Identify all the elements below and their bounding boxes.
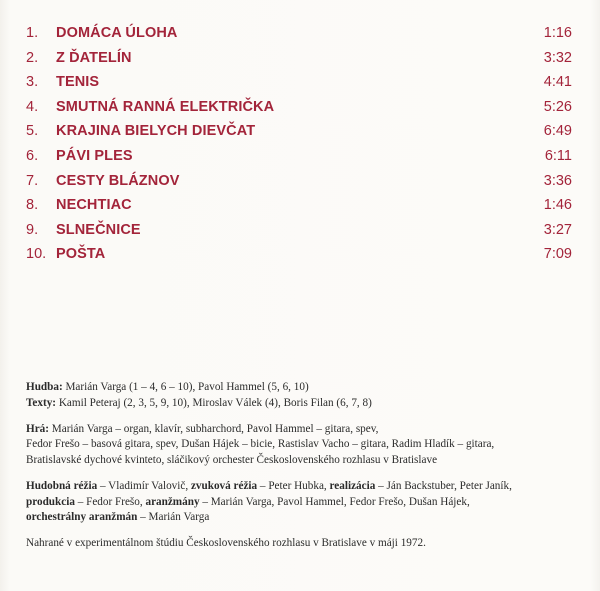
track-duration: 7:09	[543, 246, 572, 263]
track-number: 2.	[26, 49, 39, 66]
credits-section	[26, 380, 574, 562]
production-line	[26, 479, 574, 495]
production-line	[26, 495, 574, 511]
track-row	[26, 221, 572, 246]
tracklist	[26, 24, 572, 270]
performers-credits	[26, 422, 574, 469]
sound-direction-text: – Peter Hubka,	[257, 479, 330, 492]
track-number: 8.	[26, 197, 39, 214]
track-row	[26, 49, 572, 74]
performers-text: Marián Varga – organ, klavír, subharchord, Pavol Hammel – gitara, spev,	[49, 422, 379, 435]
production-text: – Fedor Frešo,	[74, 495, 146, 508]
music-credit	[26, 380, 574, 396]
track-duration: 4:41	[543, 74, 572, 91]
track-title: PÁVI PLES	[56, 147, 133, 164]
production-credits	[26, 479, 574, 526]
track-row	[26, 24, 572, 49]
track-title: DOMÁCA ÚLOHA	[56, 25, 178, 41]
performers-line	[26, 422, 574, 438]
realization-text: – Ján Backstuber, Peter Janík,	[375, 479, 512, 492]
recording-line: Nahrané v experimentálnom štúdiu Československého rozhlasu v Bratislave v máji 1972.	[26, 537, 426, 550]
track-row	[26, 196, 572, 221]
track-number: 7.	[26, 172, 39, 189]
track-title: CESTY BLÁZNOV	[56, 172, 180, 189]
track-duration: 3:32	[543, 49, 572, 66]
track-number: 5.	[26, 123, 39, 140]
production-label: produkcia	[26, 495, 75, 508]
track-row	[26, 98, 572, 123]
track-duration: 1:16	[543, 25, 572, 41]
track-title: KRAJINA BIELYCH DIEVČAT	[56, 123, 256, 140]
lyrics-label: Texty:	[26, 396, 57, 409]
orchestral-arrangement-text: – Marián Varga	[137, 511, 210, 524]
music-direction-label: Hudobná réžia	[26, 479, 98, 492]
recording-note	[26, 536, 574, 552]
track-duration: 6:11	[544, 147, 572, 164]
performers-line: Fedor Frešo – basová gitara, spev, Dušan Hájek – bicie, Rastislav Vacho – gitara, Radim Hladík – gitara,	[26, 438, 495, 451]
track-duration: 6:49	[543, 123, 572, 140]
track-title: POŠTA	[56, 246, 106, 263]
track-duration: 1:46	[543, 197, 572, 214]
track-duration: 3:36	[543, 172, 572, 189]
arrangements-text: – Marián Varga, Pavol Hammel, Fedor Frešo, Dušan Hájek,	[199, 495, 470, 508]
track-duration: 3:27	[543, 221, 572, 238]
sound-direction-label: zvuková réžia	[190, 479, 258, 492]
music-text: Marián Varga (1 – 4, 6 – 10), Pavol Hammel (5, 6, 10)	[62, 381, 309, 393]
performers-label: Hrá:	[26, 422, 49, 435]
track-duration: 5:26	[543, 98, 572, 115]
track-title: SMUTNÁ RANNÁ ELEKTRIČKA	[56, 98, 275, 115]
arrangements-label: aranžmány	[145, 495, 200, 508]
track-number: 9.	[26, 221, 39, 238]
lyrics-text: Kamil Peteraj (2, 3, 5, 9, 10), Miroslav Válek (4), Boris Filan (6, 7, 8)	[56, 396, 372, 409]
orchestral-arrangement-label: orchestrálny aranžmán	[26, 511, 138, 524]
track-title: TENIS	[56, 74, 100, 91]
track-title: SLNEČNICE	[56, 221, 141, 238]
track-row	[26, 245, 572, 270]
track-number: 6.	[26, 147, 39, 164]
production-line	[26, 510, 574, 526]
track-title: Z ĎATELÍN	[56, 49, 132, 66]
track-number: 4.	[26, 98, 39, 115]
music-label: Hudba:	[26, 381, 63, 393]
track-title: NECHTIAC	[56, 197, 132, 214]
track-row	[26, 172, 572, 197]
music-direction-text: – Vladimír Valovič,	[97, 479, 191, 492]
realization-label: realizácia	[329, 479, 376, 492]
lyrics-credit	[26, 396, 574, 412]
performers-line: Bratislavské dychové kvinteto, sláčikový orchester Československého rozhlasu v Bratislave	[26, 453, 438, 466]
track-row	[26, 147, 572, 172]
track-row	[26, 122, 572, 147]
track-number: 3.	[26, 74, 39, 91]
track-number: 1.	[26, 25, 39, 41]
track-row	[26, 73, 572, 98]
music-lyrics-credits	[26, 380, 574, 411]
track-number: 10.	[26, 246, 47, 263]
